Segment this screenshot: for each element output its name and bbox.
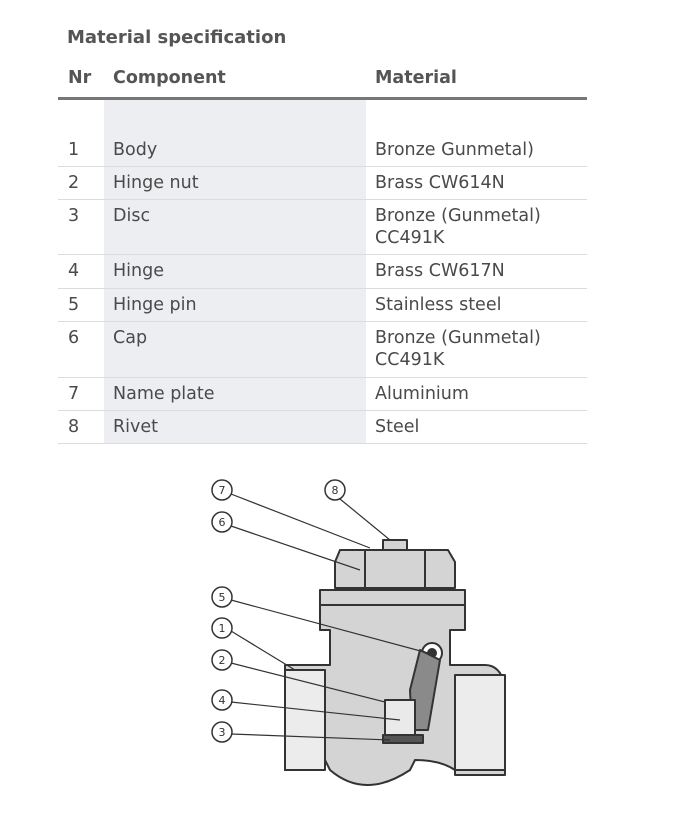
callout-2: 2 bbox=[218, 654, 226, 667]
right-port bbox=[455, 675, 505, 770]
page-title: Material specification bbox=[67, 27, 287, 48]
cap-hex bbox=[335, 550, 455, 588]
row-component: Body bbox=[113, 140, 158, 160]
row-component: Hinge pin bbox=[113, 295, 197, 315]
callout-3: 3 bbox=[218, 726, 226, 739]
row-material: Brass CW614N bbox=[375, 173, 505, 193]
table-row bbox=[58, 133, 587, 167]
table-row bbox=[58, 254, 587, 289]
row-component: Hinge nut bbox=[113, 173, 199, 193]
header-component: Component bbox=[113, 68, 226, 88]
row-nr: 7 bbox=[68, 384, 80, 404]
row-nr: 6 bbox=[68, 328, 80, 348]
row-nr: 3 bbox=[68, 206, 80, 226]
callout-1: 1 bbox=[218, 622, 226, 635]
row-component: Rivet bbox=[113, 417, 159, 437]
row-material: Steel bbox=[375, 417, 420, 437]
row-material: Stainless steel bbox=[375, 295, 502, 315]
valve-diagram bbox=[200, 470, 540, 810]
header-material: Material bbox=[375, 68, 457, 88]
row-material: Aluminium bbox=[375, 384, 469, 404]
callout-5: 5 bbox=[218, 591, 226, 604]
row-material: Bronze (Gunmetal) CC491K bbox=[375, 328, 541, 370]
header-nr: Nr bbox=[68, 68, 92, 88]
callout-6: 6 bbox=[218, 516, 226, 529]
row-nr: 5 bbox=[68, 295, 80, 315]
callout-8: 8 bbox=[331, 484, 339, 497]
row-material: Bronze Gunmetal) bbox=[375, 140, 534, 160]
cap-flange bbox=[320, 590, 465, 605]
callout-4: 4 bbox=[218, 694, 226, 707]
table-row bbox=[58, 288, 587, 322]
table-row bbox=[58, 166, 587, 200]
callout-7: 7 bbox=[218, 484, 226, 497]
row-component: Disc bbox=[113, 206, 151, 226]
row-component: Name plate bbox=[113, 384, 215, 404]
rivet-shape bbox=[383, 540, 407, 550]
table-row bbox=[58, 199, 587, 255]
row-nr: 8 bbox=[68, 417, 80, 437]
table-row bbox=[58, 377, 587, 411]
row-component: Cap bbox=[113, 328, 148, 348]
row-material: Bronze (Gunmetal) CC491K bbox=[375, 206, 541, 248]
row-nr: 4 bbox=[68, 261, 80, 281]
row-nr: 1 bbox=[68, 140, 80, 160]
table-row bbox=[58, 321, 587, 378]
table-row bbox=[58, 410, 587, 444]
row-nr: 2 bbox=[68, 173, 80, 193]
row-material: Brass CW617N bbox=[375, 261, 505, 281]
row-component: Hinge bbox=[113, 261, 164, 281]
